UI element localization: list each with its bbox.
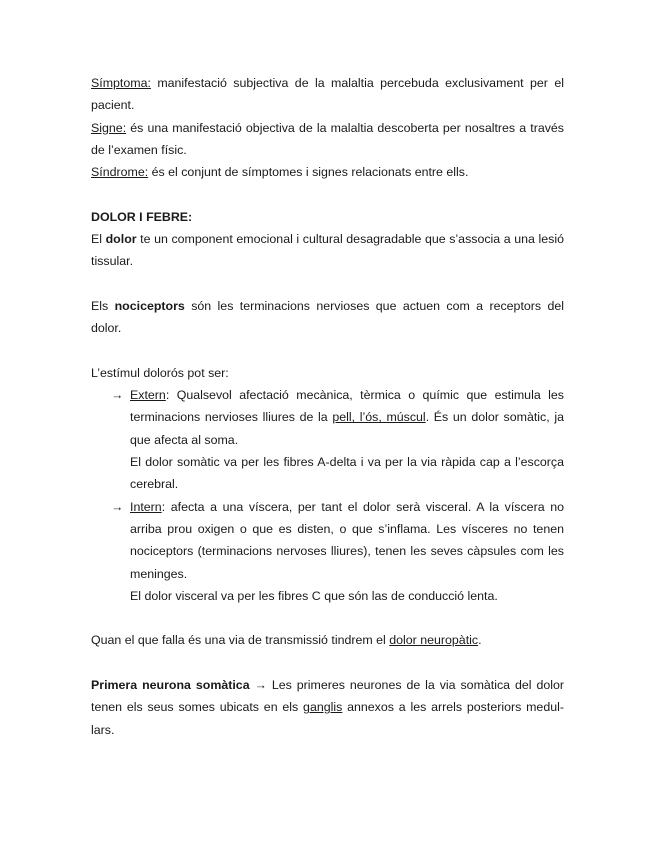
- neuropathic-paragraph: Quan el que falla és una via de transmissió tindrem el dolor neuropàtic.: [91, 633, 482, 648]
- neuropathic-term: dolor neuropàtic: [389, 633, 479, 648]
- intern-term: Intern: [130, 499, 162, 514]
- sign-term: Signe:: [91, 120, 127, 135]
- ganglis-term: ganglis: [303, 700, 343, 715]
- extern-extra: El dolor somàtic va per les fibres A-delta i va per la via ràpida cap a l’escorça cerebral.: [130, 455, 564, 492]
- stimulus-intro: L’estímul dolorós pot ser:: [91, 365, 229, 380]
- first-neuron-term: Primera neurona somàtica →: [91, 678, 267, 693]
- arrow-icon: →: [111, 388, 124, 403]
- syndrome-text: és el conjunt de símptomes i signes relacionats entre ells.: [148, 165, 469, 180]
- definition-sign: [91, 117, 564, 162]
- definition-symptom: [91, 72, 564, 117]
- document-body: [91, 72, 564, 741]
- definition-syndrome: [91, 161, 564, 183]
- pain-term: dolor: [105, 232, 137, 247]
- pain-definition: El dolor te un component emocional i cultural desagradable que s’associa a una lesió tissular.: [91, 232, 564, 269]
- intern-extra: El dolor visceral va per les fibres C que són las de conducció lenta.: [130, 588, 498, 603]
- extern-term: Extern: [130, 388, 166, 403]
- list-item-extern: → Extern: Qualsevol afectació mecànica, tèrmica o químic que estimula les terminacions nervioses lliures de la pell, l’ós, múscul. És un dolor somàtic, ja que afecta al soma. El dolor somàtic va per les fibres A-delta i va per la via ràpida cap a l’escorça cerebral.: [91, 384, 564, 495]
- symptom-text: manifestació subjectiva de la malaltia percebuda exclusivament per el pacient.: [91, 76, 564, 113]
- section-title: DOLOR I FEBRE:: [91, 209, 193, 224]
- first-neuron-paragraph: Primera neurona somàtica → Les primeres neurones de la via somàtica del dolor tenen els seus somes ubicats en els ganglis annexos a les arrels posteriors medul-lars.: [91, 678, 565, 737]
- syndrome-term: Síndrome:: [91, 165, 149, 180]
- list-item-intern: → Intern: afecta a una víscera, per tant el dolor serà visceral. A la víscera no arriba prou oxigen o que es disten, o que s’inflama. Les vísceres no tenen nociceptors (terminacions nervoses lliures), tenen les seves càpsules com les meninges. El dolor visceral va per les fibres C que són las de conducció lenta.: [91, 496, 564, 607]
- nociceptors-paragraph: Els nociceptors són les terminacions nervioses que actuen com a receptors del dolor.: [91, 298, 565, 336]
- arrow-icon: →: [111, 499, 124, 514]
- nociceptors-term: nociceptors: [114, 298, 185, 313]
- sign-text: és una manifestació objectiva de la malaltia descoberta per nosaltres a través de l’examen físic.: [91, 120, 564, 157]
- extern-underlined: pell, l’ós, múscul: [332, 410, 426, 425]
- symptom-term: Símptoma:: [91, 76, 151, 90]
